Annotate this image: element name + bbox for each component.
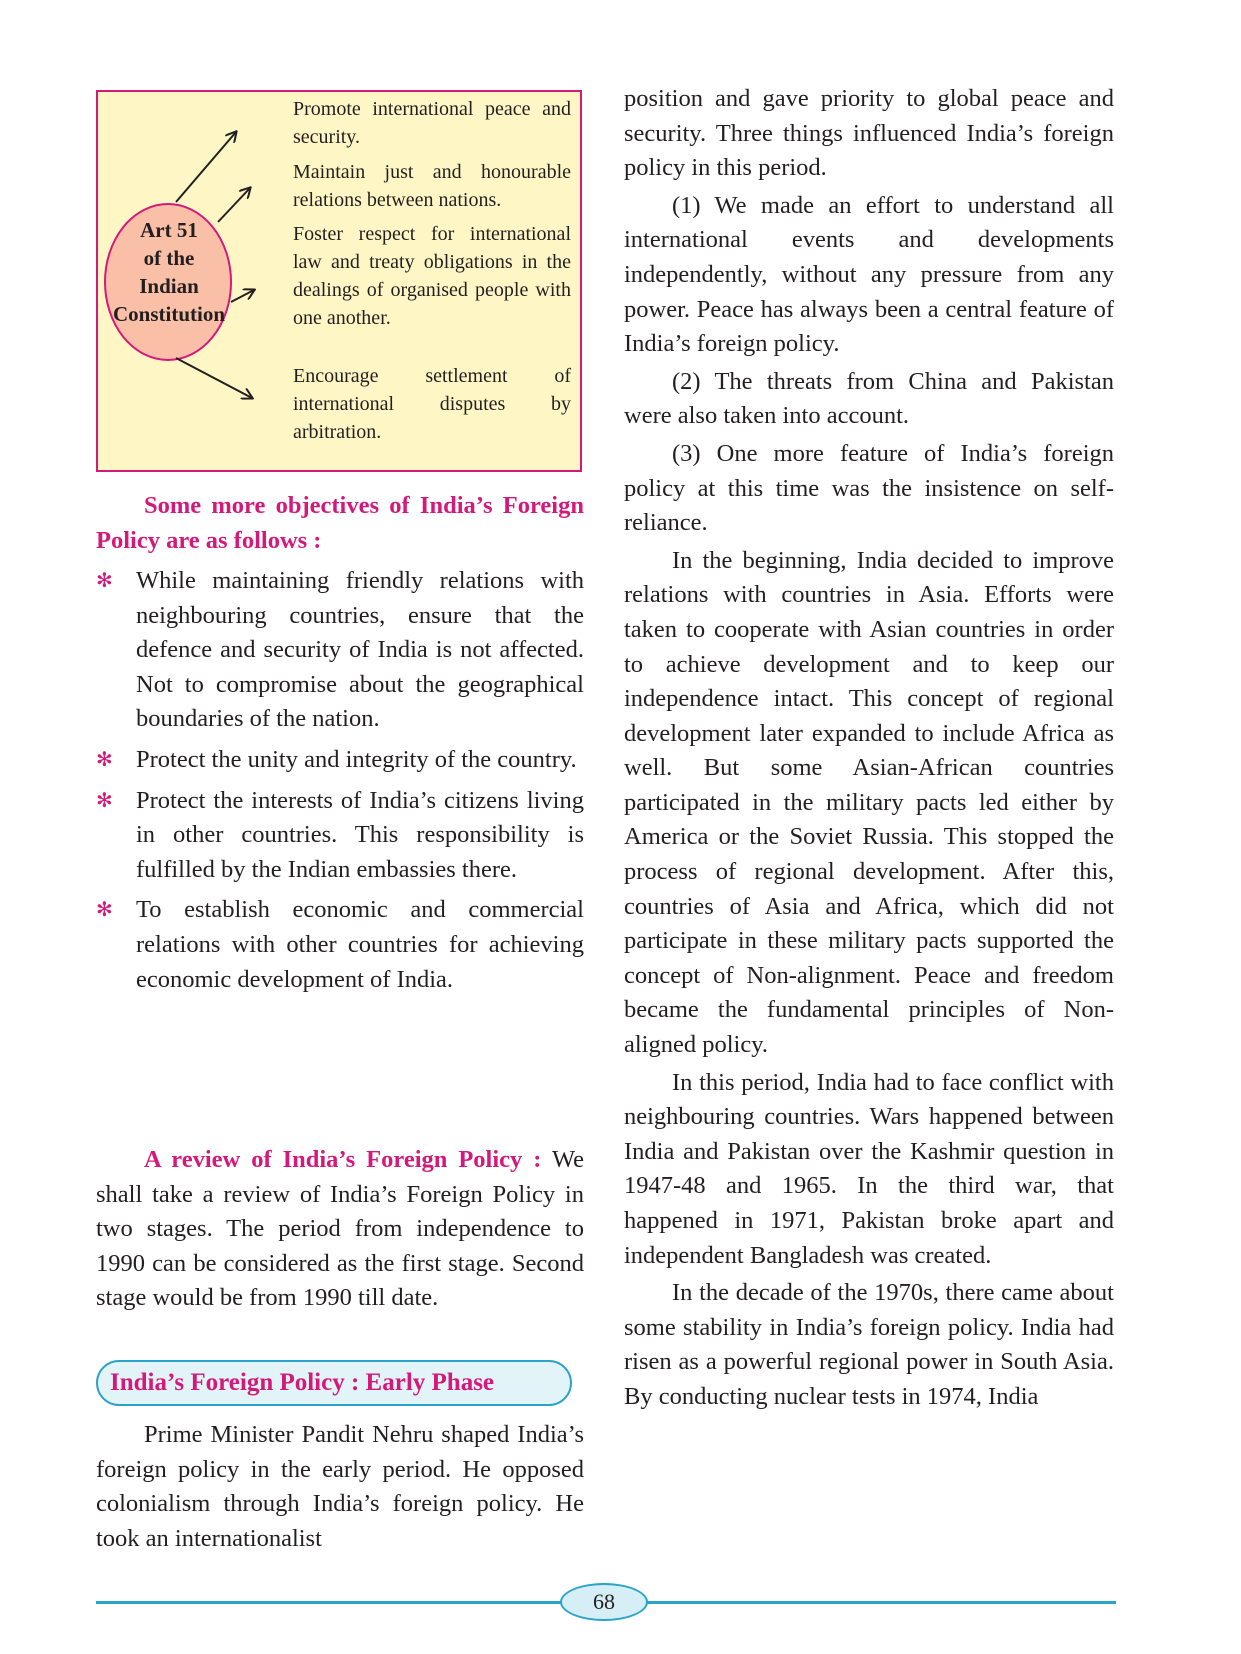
paragraph: In the beginning, India decided to improve relations with countries in Asia. Efforts were taken to cooperate with Asian countries in order to achieve development and to keep our independence intact. This concept of regional development later expanded to include Africa as well. But some Asian-African countries participated in the military pacts led either by America or the Soviet Russia. This stopped the process of regional development. After this, countries of Asia and Africa, which did not participate in these military pacts supported the concept of Non-alignment. Peace and freedom became the fundamental principles of Non-aligned policy. — [624, 546, 1114, 1059]
list-item-text: While maintaining friendly relations with neighbouring countries, ensure that the defence and security of India is not affected. Not to compromise about the geographical boundaries of the nation. — [136, 567, 584, 733]
paragraph: (2) The threats from China and Pakistan were also taken into account. — [624, 367, 1114, 430]
early-phase-heading: India’s Foreign Policy : Early Phase — [96, 1360, 572, 1406]
paragraph: (3) One more feature of India’s foreign policy at this time was the insistence on self-reliance. — [624, 439, 1114, 537]
list-item — [96, 743, 584, 778]
objective-relations: Maintain just and honourable relations between nations. — [293, 161, 571, 211]
asterisk-bullet-icon: ✻ — [96, 789, 113, 812]
list-item — [96, 893, 584, 997]
page-number: 68 — [593, 1589, 615, 1614]
asterisk-bullet-icon: ✻ — [96, 570, 113, 592]
article-label-line: Constitution — [112, 302, 226, 326]
review-section — [96, 1143, 584, 1316]
arrow-4 — [176, 358, 252, 398]
article-label-line: Indian — [139, 274, 199, 298]
asterisk-bullet-icon: ✻ — [96, 899, 113, 922]
list-item-text: To establish economic and commercial relations with other countries for achieving economic development of India. — [136, 896, 584, 993]
objective-peace: Promote international peace and security. — [293, 98, 571, 148]
review-heading: A review of India’s Foreign Policy : — [144, 1146, 542, 1173]
asterisk-bullet-icon: ✻ — [96, 748, 113, 771]
paragraph: (1) We made an effort to understand all international events and developments independently, without any pressure from any power. Peace has always been a central feature of India’s foreign policy. — [624, 191, 1114, 358]
review-text: We shall take a review of India’s Foreign Policy in two stages. The period from independence to 1990 can be considered as the first stage. Second stage would be from 1990 till date. — [96, 1146, 585, 1312]
article-51-diagram — [96, 90, 582, 472]
arrow-1 — [176, 132, 236, 202]
right-column — [624, 82, 1114, 1415]
list-item-text: Protect the interests of India’s citizens living in other countries. This responsibility is fulfilled by the Indian embassies there. — [136, 786, 584, 883]
paragraph: position and gave priority to global peace and security. Three things influenced India’s foreign policy in this period. — [624, 85, 1114, 182]
article-label — [98, 216, 240, 328]
list-item — [96, 784, 584, 888]
objectives-heading: Some more objectives of India’s Foreign Policy are as follows : — [96, 492, 584, 554]
article-label-line: of the — [143, 246, 195, 270]
objectives-list — [96, 564, 584, 1003]
objective-arbitration: Encourage settlement of international disputes by arbitration. — [293, 365, 571, 443]
list-item-text: Protect the unity and integrity of the country. — [136, 745, 577, 773]
paragraph: In the decade of the 1970s, there came about some stability in India’s foreign policy. India had risen as a powerful regional power in South Asia. By conducting nuclear tests in 1974, India — [624, 1279, 1114, 1410]
paragraph: In this period, India had to face conflict with neighbouring countries. Wars happened between India and Pakistan over the Kashmir question in 1947-48 and 1965. In the third war, that happened in 1971, Pakistan broke apart and independent Bangladesh was created. — [624, 1068, 1114, 1269]
early-phase-text: Prime Minister Pandit Nehru shaped India’s foreign policy in the early period. He opposed colonialism through India’s foreign policy. He took an internationalist — [96, 1421, 584, 1552]
objective-international-law: Foster respect for international law and treaty obligations in the dealings of organised people with one another. — [293, 223, 571, 329]
list-item — [96, 564, 584, 737]
article-label-line: Art 51 — [140, 218, 198, 242]
